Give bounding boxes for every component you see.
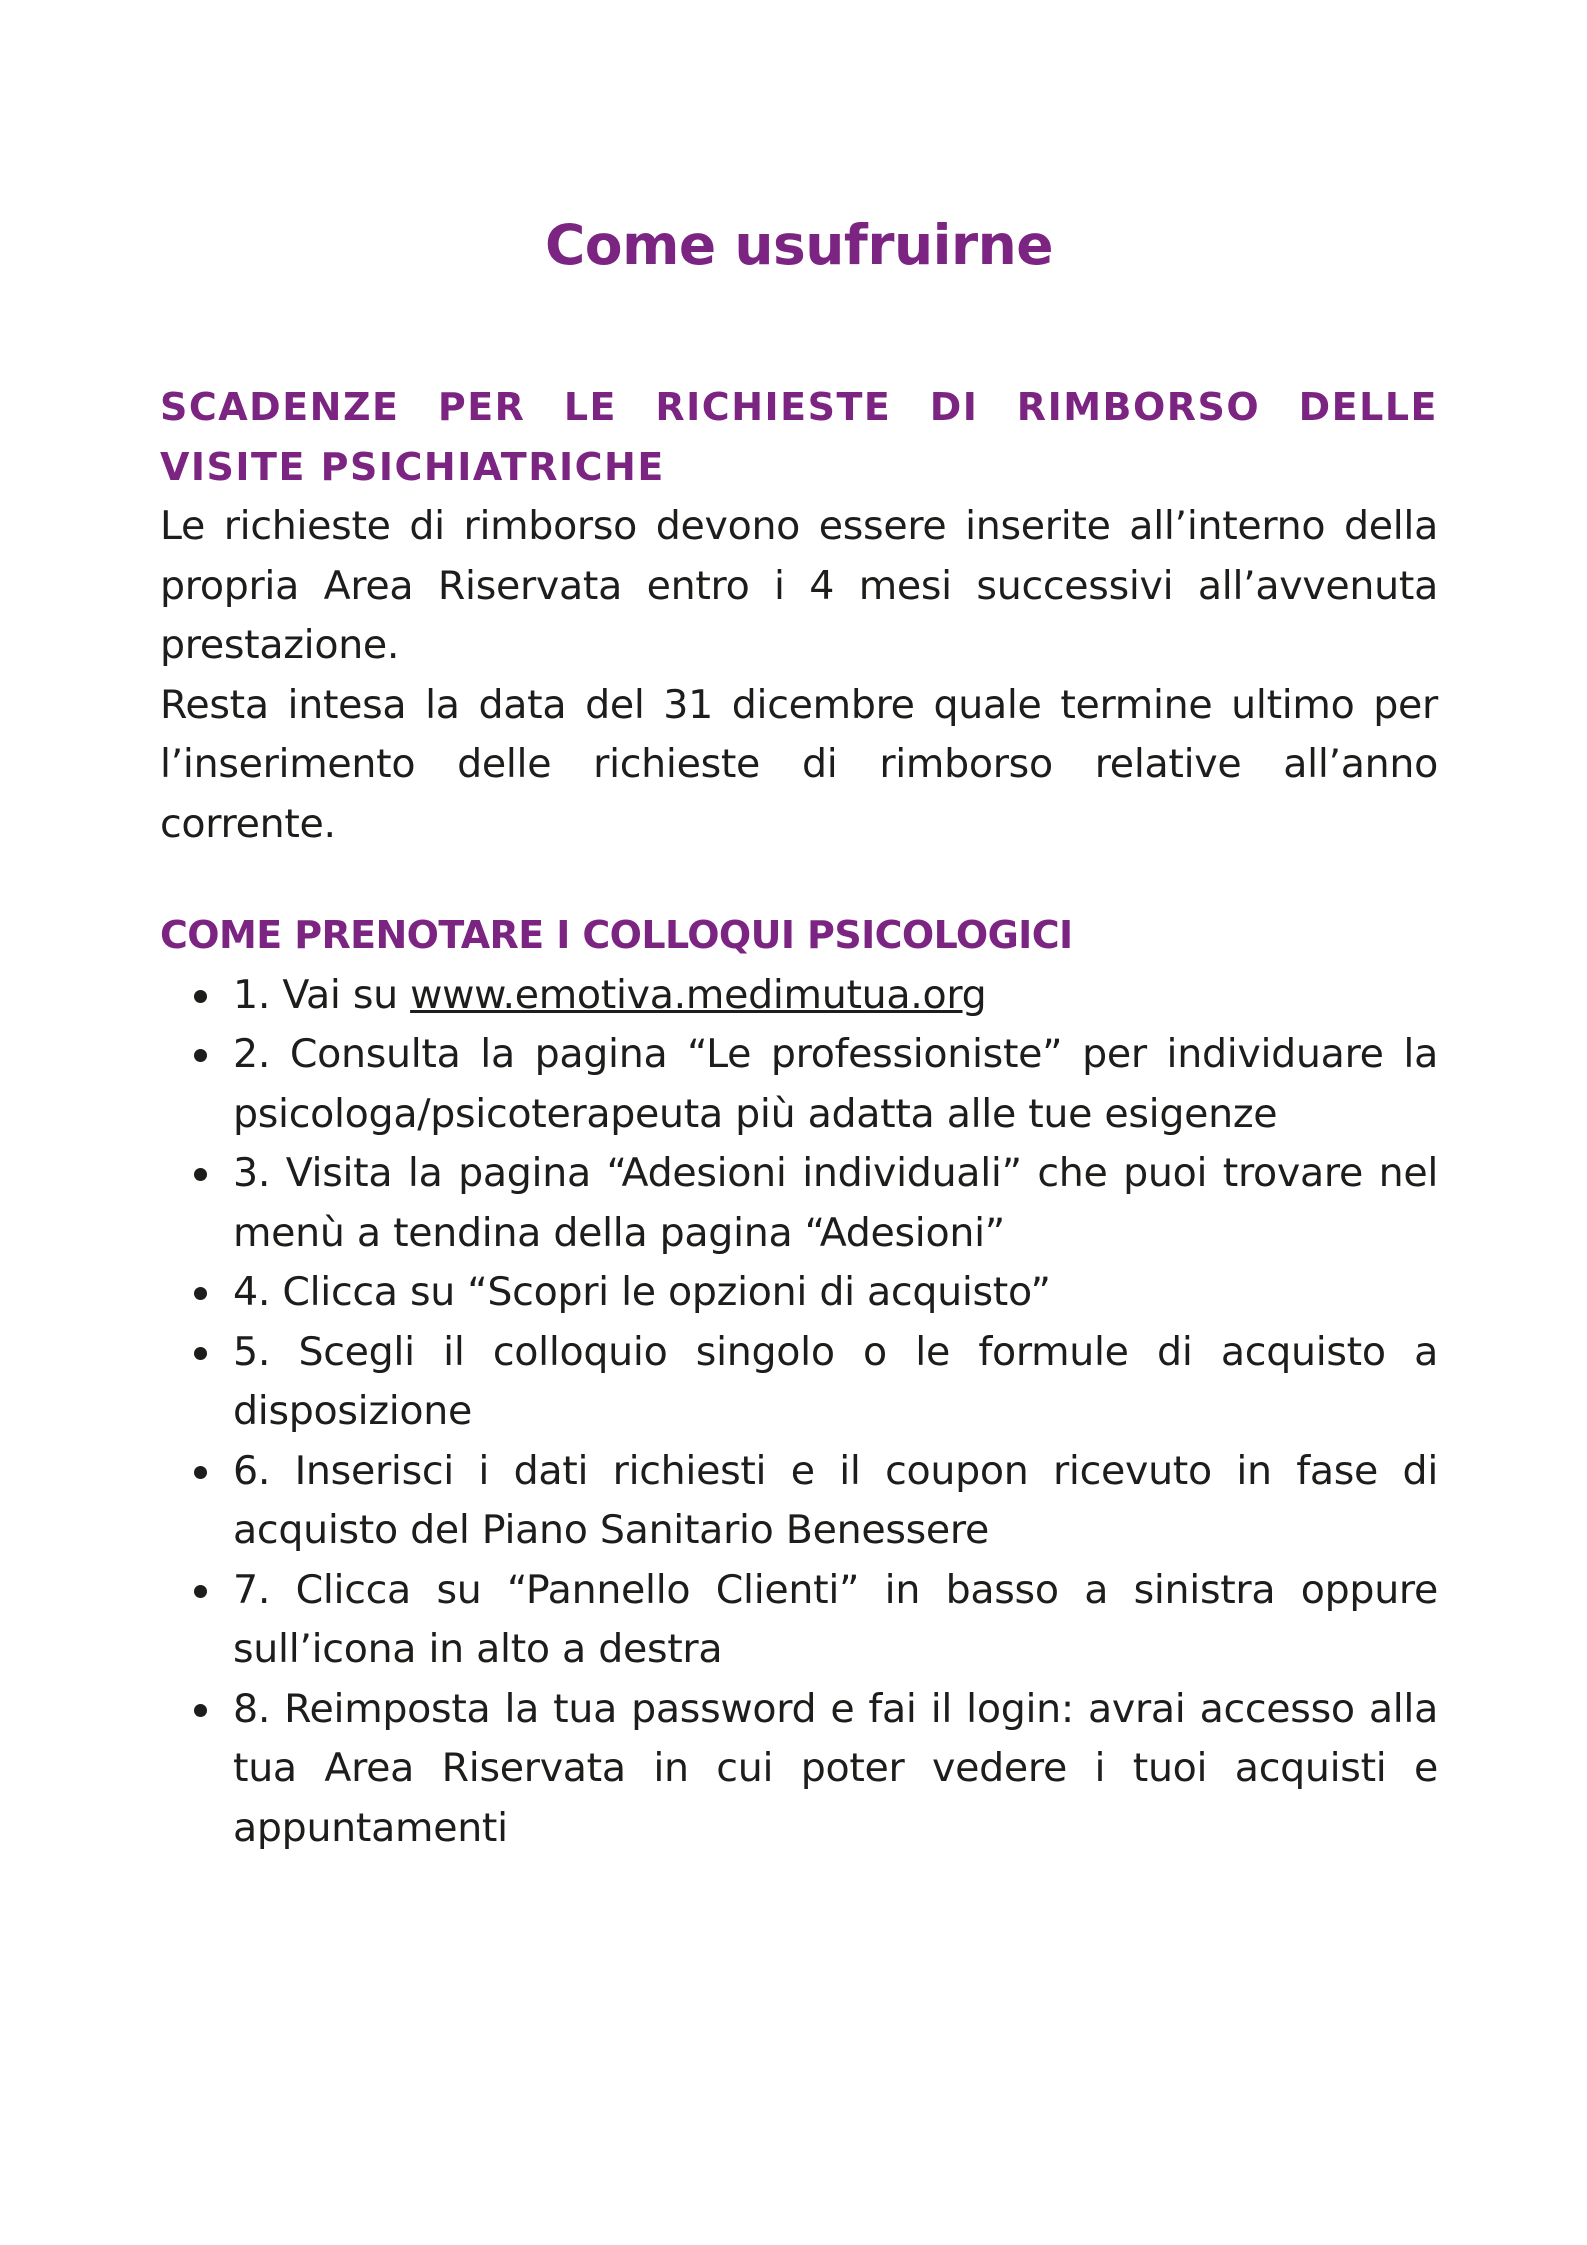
list-item (160, 1263, 1438, 1323)
step-text: 6. Inserisci i dati richiesti e il coupon ricevuto in fase di acquisto del Piano Sanitario Benessere (233, 1447, 1438, 1553)
website-link[interactable]: www.emotiva.medimutua.org (410, 971, 987, 1018)
section-heading-booking: COME PRENOTARE I COLLOQUI PSICOLOGICI (160, 913, 1073, 957)
step-text: 3. Visita la pagina “Adesioni individuali” che puoi trovare nel menù a tendina della pagina “Adesioni” (233, 1150, 1438, 1256)
section-booking-steps (160, 906, 1438, 1858)
step-text: 2. Consulta la pagina “Le professioniste” per individuare la psicologa/psicoterapeuta più adatta alle tue esigenze (233, 1031, 1438, 1137)
step-text: 8. Reimposta la tua password e fai il login: avrai accesso alla tua Area Riservata in cui poter vedere i tuoi acquisti e appuntamenti (233, 1685, 1438, 1851)
page-title: Come usufruirne (544, 213, 1054, 277)
bullet-icon (194, 1585, 207, 1598)
section-reimbursement-deadlines (160, 378, 1438, 854)
list-item (160, 1144, 1438, 1263)
bullet-icon (194, 1347, 207, 1360)
list-item (160, 966, 1438, 1026)
deadline-paragraph-2: Resta intesa la data del 31 dicembre quale termine ultimo per l’inserimento delle richieste di rimborso relative all’anno corrente. (160, 681, 1438, 847)
bullet-icon (194, 1049, 207, 1062)
list-item (160, 1323, 1438, 1442)
step-text: 4. Clicca su “Scopri le opzioni di acquisto” (233, 1269, 1051, 1315)
steps-list (160, 966, 1438, 1859)
bullet-icon (194, 1704, 207, 1717)
bullet-icon (194, 1287, 207, 1300)
list-item (160, 1561, 1438, 1680)
deadline-paragraph-1: Le richieste di rimborso devono essere inserite all’interno della propria Area Riservata entro i 4 mesi successivi all’avvenuta prestazione. (160, 503, 1438, 668)
bullet-icon (194, 1168, 207, 1181)
bullet-icon (194, 1466, 207, 1479)
step-text: 7. Clicca su “Pannello Clienti” in basso a sinistra oppure sull’icona in alto a destra (233, 1566, 1438, 1672)
section-heading-deadlines: SCADENZE PER LE RICHIESTE DI RIMBORSO DELLE VISITE PSICHIATRICHE (160, 385, 1438, 489)
list-item (160, 1442, 1438, 1561)
step-1-prefix: 1. Vai su (233, 971, 411, 1018)
list-item (160, 1025, 1438, 1144)
bullet-icon (194, 990, 207, 1003)
step-text: 5. Scegli il colloquio singolo o le formule di acquisto a disposizione (233, 1328, 1438, 1434)
list-item (160, 1680, 1438, 1859)
